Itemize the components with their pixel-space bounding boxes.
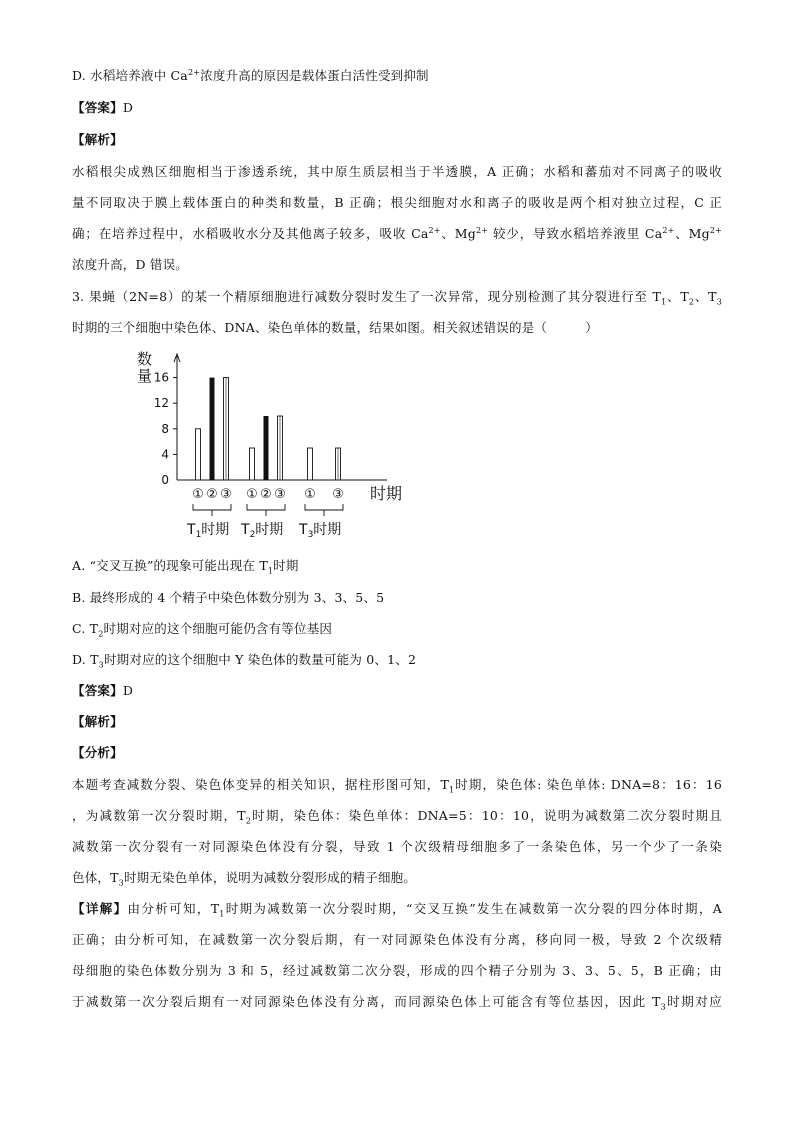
q2-analysis-line: 水稻根尖成熟区细胞相当于渗透系统，其中原生质层相当于半透膜，A 正确；水稻和蕃茄对不同离子的吸收 [72, 164, 722, 179]
q3-option-a: A. “交叉互换”的现象可能出现在 $T_1$时期 [72, 558, 299, 576]
x-tick-label: ① [304, 487, 316, 502]
x-tick-label: ③ [220, 487, 232, 502]
x-axis-label: 时期 [370, 484, 403, 503]
bar [196, 429, 201, 480]
q2-analysis-line: 量不同取决于膜上载体蛋白的种类和数量，B 正确；根尖细胞对水和离子的吸收是两个相对独立过程，C 正 [72, 195, 722, 210]
x-tick-label: ② [260, 487, 272, 502]
group-bracket [305, 504, 343, 516]
bar [264, 416, 269, 480]
group-label: $T_2$时期 [241, 522, 284, 540]
y-tick-label: 0 [161, 473, 169, 487]
q3-fenxi-heading: 【分析】 [72, 745, 123, 760]
bar [250, 448, 255, 480]
y-tick-label: 16 [153, 370, 169, 385]
y-tick-label: 12 [153, 396, 169, 411]
y-tick-label: 4 [161, 447, 169, 462]
group-bracket [247, 504, 285, 516]
q3-xiangjie-line: 于减数第一次分裂后期有一对同源染色体没有分离，而同源染色体上可能含有等位基因，因此 $T_3$时期对应 [72, 994, 722, 1012]
q3-fenxi-line: 本题考查减数分裂、染色体变异的相关知识，据柱形图可知，$T_1$时期，染色体: 染色单体: DNA=8：16：16 [72, 777, 722, 795]
q3-fenxi-line: 色体，$T_3$时期无染色单体，说明为减数分裂形成的精子细胞。 [72, 870, 417, 888]
q3-xiangjie-line: 正确；由分析可知，在减数第一次分裂后期，有一对同源染色体没有分离，移向同一极，导致 2 个次级精 [72, 932, 722, 947]
group-label: $T_3$时期 [299, 522, 342, 540]
q3-option-d: D. $T_3$时期对应的这个细胞中 Y 染色体的数量可能为 0、1、2 [72, 652, 417, 670]
q3-xiangjie-line: 【详解】由分析可知，$T_1$时期为减数第一次分裂时期，“交叉互换”发生在减数第一次分裂的四分体时期，A [72, 901, 722, 919]
group-bracket [193, 504, 231, 516]
x-tick-label: ② [206, 487, 218, 502]
q2-analysis-line: 浓度升高，D 错误。 [72, 257, 188, 272]
q3-option-b: B. 最终形成的 4 个精子中染色体数分别为 3、3、5、5 [72, 590, 385, 605]
q3-fenxi-line: 减数第一次分裂有一对同源染色体没有分裂，导致 1 个次级精母细胞多了一条染色体，另一个少了一条染 [72, 839, 722, 854]
bar-chart [125, 348, 425, 548]
q3-fenxi-line: ，为减数第一次分裂时期，$T_2$时期，染色体：染色单体：DNA=5：10：10，说明为减数第二次分裂时期且 [72, 808, 722, 826]
q2-analysis-line: 确；在培养过程中，水稻吸收水分及其他离子较多，吸收 $Ca^{2+}$、$Mg^{2+}$ 较少，导致水稻培养液里 $Ca^{2+}$、$Mg^{2+}$ [72, 225, 723, 241]
q3-option-c: C. $T_2$时期对应的这个细胞可能仍含有等位基因 [72, 621, 333, 639]
q2-analysis-heading: 【解析】 [72, 132, 123, 147]
q2-answer: 【答案】D [72, 100, 134, 115]
q2-option-d: D. 水稻培养液中 $Ca^{2+}$浓度升高的原因是载体蛋白活性受到抑制 [72, 67, 429, 83]
q3-answer: 【答案】D [72, 683, 134, 698]
q3-stem: 时期的三个细胞中染色体、DNA、染色单体的数量，结果如图。相关叙述错误的是（ ） [72, 320, 598, 335]
bar [210, 378, 215, 480]
x-tick-label: ③ [332, 487, 344, 502]
q3-stem: 3. 果蝇（2N=8）的某一个精原细胞进行减数分裂时发生了一次异常，现分别检测了其分裂进行至 $T_1$、$T_2$、$T_3$ [72, 289, 722, 307]
group-label: $T_1$时期 [187, 522, 230, 540]
x-tick-label: ① [192, 487, 204, 502]
y-axis-label: 数 [137, 350, 153, 368]
q3-analysis-heading: 【解析】 [72, 714, 123, 729]
y-tick-label: 8 [161, 421, 169, 436]
bar [308, 448, 313, 480]
x-tick-label: ① [246, 487, 258, 502]
x-tick-label: ③ [274, 487, 286, 502]
q3-xiangjie-line: 母细胞的染色体数分别为 3 和 5，经过减数第二次分裂，形成的四个精子分别为 3、3、5、5，B 正确；由 [72, 963, 722, 978]
y-axis-label: 量 [137, 367, 153, 385]
